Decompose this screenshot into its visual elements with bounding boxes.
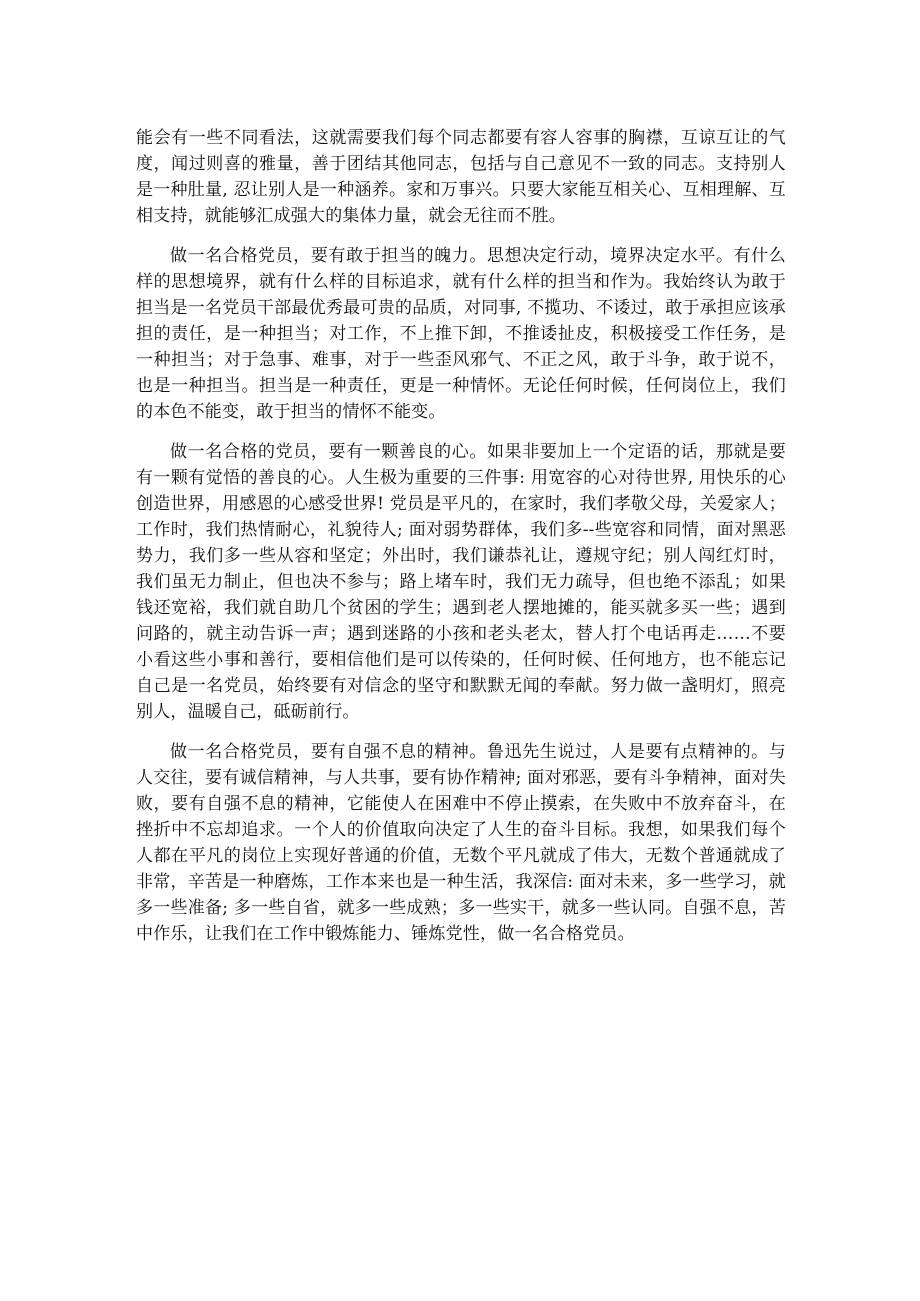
- paragraph-kind-heart: 做一名合格的党员，要有一颗善良的心。如果非要加上一个定语的话，那就是要有一颗有觉悟的善良的心。人生极为重要的三件事: 用宽容的心对待世界, 用快乐的心创造世界，用感恩的心感受世界! 党员是平凡的，在家时，我们孝敬父母，关爱家人；工作时，我们热情耐心，礼貌待人; 面对弱势群体，我们多--些宽容和同情，面对黑恶势力，我们多一些从容和坚定；外出时，我们谦恭礼让，遵规守纪；别人闯红灯时，我们虽无力制止，但也决不参与；路上堵车时，我们无力疏导，但也绝不添乱；如果钱还宽裕，我们就自助几个贫困的学生；遇到老人摆地摊的，能买就多买一些；遇到问路的，就主动告诉一声；遇到迷路的小孩和老头老太，替人打个电话再走……不要小看这些小事和善行，要相信他们是可以传染的，任何时候、任何地方，也不能忘记自己是一名党员，始终要有对信念的坚守和默默无闻的奉献。努力做一盏明灯，照亮别人，温暖自己，砥砺前行。: [136, 442, 786, 722]
- paragraph-self-improvement: 做一名合格党员，要有自强不息的精神。鲁迅先生说过，人是要有点精神的。与人交往，要有诚信精神，与人共事，要有协作精神; 面对邪恶，要有斗争精神，面对失败，要有自强不息的精神，它能使人在困难中不停止摸索，在失败中不放弃奋斗，在挫折中不忘却追求。一个人的价值取向决定了人生的奋斗目标。我想，如果我们每个人都在平凡的岗位上实现好普通的价值，无数个平凡就成了伟大，无数个普通就成了非常，辛苦是一种磨炼，工作本来也是一种生活，我深信: 面对未来，多一些学习，就多一些准备; 多一些自省，就多一些成熟；多一些实干，就多一些认同。自强不息，苦中作乐，让我们在工作中锻炼能力、锤炼党性，做一名合格党员。: [136, 742, 786, 944]
- document-body: [136, 125, 786, 961]
- paragraph-continuation: 能会有一些不同看法，这就需要我们每个同志都要有容人容事的胸襟，互谅互让的气度，闻过则喜的雅量，善于团结其他同志，包括与自己意见不一致的同志。支持别人是一种肚量, 忍让别人是一种涵养。家和万事兴。只要大家能互相关心、互相理解、互相支持，就能够汇成强大的集体力量，就会无往而不胜。: [136, 128, 786, 226]
- paragraph-courage-to-take-responsibility: 做一名合格党员，要有敢于担当的魄力。思想决定行动，境界决定水平。有什么样的思想境界，就有什么样的目标追求，就有什么样的担当和作为。我始终认为敢于担当是一名党员干部最优秀最可贵的品质，对同事, 不揽功、不诿过，敢于承担应该承担的责任，是一种担当；对工作，不上推下卸，不推诿扯皮，积极接受工作任务，是一种担当；对于急事、难事，对于一些歪风邪气、不正之风，敢于斗争，敢于说不，也是一种担当。担当是一种责任，更是一种情怀。无论任何时候，任何岗位上，我们的本色不能变，敢于担当的情怀不能变。: [136, 246, 786, 422]
